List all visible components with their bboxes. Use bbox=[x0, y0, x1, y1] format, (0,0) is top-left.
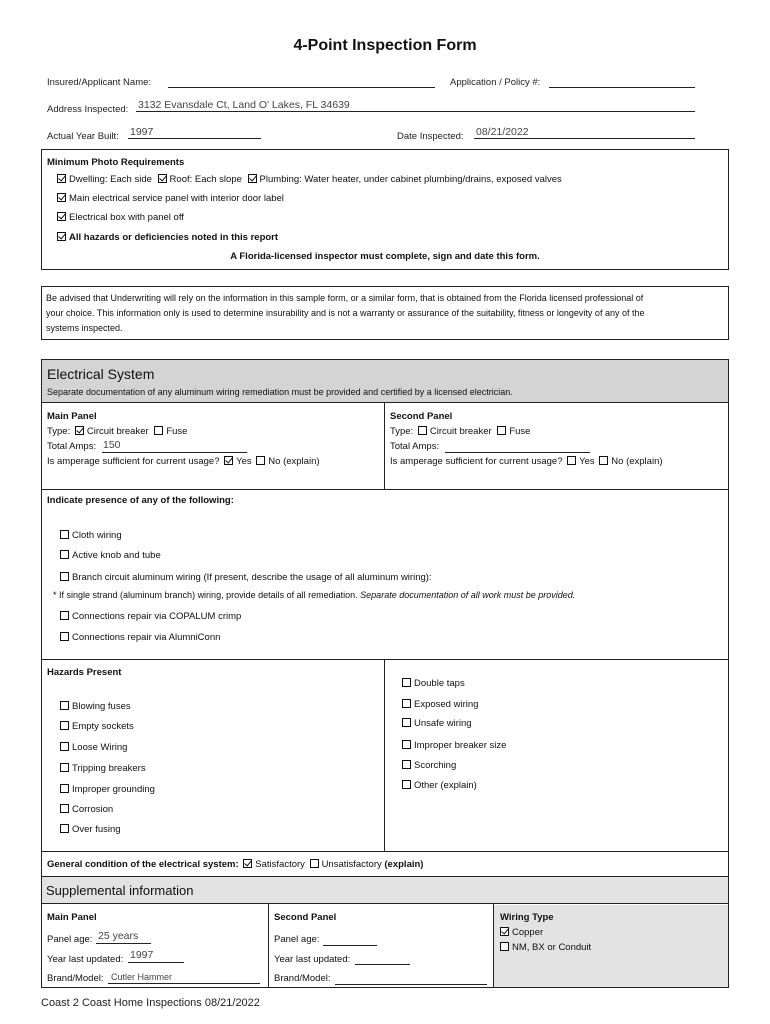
second-amps-field[interactable] bbox=[445, 440, 590, 453]
main-breaker-checkbox[interactable] bbox=[75, 426, 84, 435]
advisory-line-2: your choice. This information only is used to determine insurability and is not a warranty or assurance of the suitability, fitness or longevity of any of the bbox=[46, 308, 645, 318]
advisory-line-3: systems inspected. bbox=[46, 323, 123, 333]
supp-main-brand-field[interactable]: Cutler Hammer bbox=[108, 971, 260, 984]
hazard-checkbox[interactable] bbox=[402, 718, 411, 727]
copper-checkbox[interactable] bbox=[500, 927, 509, 936]
cloth-wiring-label: Cloth wiring bbox=[72, 530, 122, 541]
satisfactory-label: Satisfactory bbox=[255, 859, 305, 870]
form-title: 4-Point Inspection Form bbox=[293, 37, 477, 54]
hazard-tripping-breakers: Tripping breakers bbox=[72, 763, 146, 774]
second-no-label: No (explain) bbox=[611, 456, 663, 467]
copalum-checkbox[interactable] bbox=[60, 611, 69, 620]
hazards-title: Hazards Present bbox=[47, 667, 122, 678]
year-built-label: Actual Year Built: bbox=[47, 131, 119, 142]
box-photo-label: Electrical box with panel off bbox=[69, 212, 184, 223]
aluminum-wiring-checkbox[interactable] bbox=[60, 572, 69, 581]
inspector-notice: A Florida-licensed inspector must complete, sign and date this form. bbox=[230, 251, 540, 262]
supp-second-brand-field[interactable] bbox=[335, 972, 487, 985]
date-label: Date Inspected: bbox=[397, 131, 464, 142]
unsatisfactory-checkbox[interactable] bbox=[310, 859, 319, 868]
hazard-empty-sockets: Empty sockets bbox=[72, 721, 134, 732]
advisory-box bbox=[41, 286, 729, 340]
hazard-improper-grounding: Improper grounding bbox=[72, 784, 155, 795]
hazard-unsafe-wiring: Unsafe wiring bbox=[414, 718, 472, 729]
wiring-type-title: Wiring Type bbox=[500, 912, 554, 923]
main-fuse-checkbox[interactable] bbox=[154, 426, 163, 435]
hazard-checkbox[interactable] bbox=[60, 701, 69, 710]
hazard-checkbox[interactable] bbox=[60, 742, 69, 751]
main-panel-title: Main Panel bbox=[47, 411, 97, 422]
box-photo-checkbox[interactable] bbox=[57, 212, 66, 221]
address-field[interactable]: 3132 Evansdale Ct, Land O' Lakes, FL 34639 bbox=[136, 99, 695, 112]
satisfactory-checkbox[interactable] bbox=[243, 859, 252, 868]
supplemental-title: Supplemental information bbox=[46, 883, 194, 898]
main-breaker-label: Circuit breaker bbox=[86, 426, 149, 437]
hazard-improper-breaker-size: Improper breaker size bbox=[414, 740, 507, 751]
hazard-checkbox[interactable] bbox=[60, 804, 69, 813]
supplemental-header bbox=[42, 877, 728, 904]
hazard-corrosion: Corrosion bbox=[72, 804, 114, 815]
hazard-over-fusing: Over fusing bbox=[72, 824, 121, 835]
aluminum-wiring-label: Branch circuit aluminum wiring (If present, describe the usage of all aluminum wiring): bbox=[72, 572, 432, 583]
condition-label: General condition of the electrical system: bbox=[47, 859, 239, 870]
hazard-checkbox[interactable] bbox=[402, 760, 411, 769]
main-yes-label: Yes bbox=[236, 456, 252, 467]
roof-checkbox[interactable] bbox=[158, 174, 167, 183]
panel-photo-label: Main electrical service panel with interior door label bbox=[69, 193, 284, 204]
main-sufficient-no-checkbox[interactable] bbox=[256, 456, 265, 465]
supp-second-brand-label: Brand/Model: bbox=[274, 973, 331, 984]
hazard-checkbox[interactable] bbox=[60, 763, 69, 772]
hazard-checkbox[interactable] bbox=[60, 824, 69, 833]
main-amps-field[interactable]: 150 bbox=[102, 440, 247, 453]
alumiconn-checkbox[interactable] bbox=[60, 632, 69, 641]
nm-bx-label: NM, BX or Conduit bbox=[512, 942, 592, 953]
supp-second-title: Second Panel bbox=[274, 912, 337, 923]
knob-tube-label: Active knob and tube bbox=[72, 550, 161, 561]
supp-second-updated-label: Year last updated: bbox=[274, 954, 351, 965]
roof-label: Roof: Each slope bbox=[169, 174, 242, 185]
second-amps-label: Total Amps: bbox=[390, 441, 440, 452]
electrical-header bbox=[42, 360, 728, 403]
second-sufficient-label: Is amperage sufficient for current usage? bbox=[390, 456, 563, 467]
supp-second-updated-field[interactable] bbox=[355, 952, 410, 965]
second-breaker-label: Circuit breaker bbox=[429, 426, 492, 437]
nm-bx-checkbox[interactable] bbox=[500, 942, 509, 951]
dwelling-label: Dwelling: Each side bbox=[69, 174, 152, 185]
photo-requirements-box bbox=[41, 149, 729, 270]
hazard-exposed-wiring: Exposed wiring bbox=[414, 699, 479, 710]
footer-text: Coast 2 Coast Home Inspections 08/21/2022 bbox=[41, 997, 260, 1009]
hazard-loose-wiring: Loose Wiring bbox=[72, 742, 128, 753]
hazard-checkbox[interactable] bbox=[60, 784, 69, 793]
hazards-photo-label: All hazards or deficiencies noted in this report bbox=[69, 232, 279, 243]
plumbing-checkbox[interactable] bbox=[248, 174, 257, 183]
unsatisfactory-label: Unsatisfactory bbox=[321, 859, 382, 870]
hazard-checkbox[interactable] bbox=[402, 699, 411, 708]
copper-label: Copper bbox=[512, 927, 544, 938]
supp-second-age-label: Panel age: bbox=[274, 934, 320, 945]
aluminum-note: * If single strand (aluminum branch) wiring, provide details of all remediation. bbox=[53, 590, 358, 600]
second-breaker-checkbox[interactable] bbox=[418, 426, 427, 435]
second-panel-title: Second Panel bbox=[390, 411, 453, 422]
main-sufficient-label: Is amperage sufficient for current usage? bbox=[47, 456, 220, 467]
insured-field[interactable] bbox=[168, 75, 435, 88]
presence-title: Indicate presence of any of the following: bbox=[47, 495, 234, 506]
main-type-label: Type: bbox=[47, 426, 71, 437]
policy-field[interactable] bbox=[549, 75, 695, 88]
electrical-title: Electrical System bbox=[47, 366, 155, 382]
cloth-wiring-checkbox[interactable] bbox=[60, 530, 69, 539]
panel-photo-checkbox[interactable] bbox=[57, 193, 66, 202]
hazard-checkbox[interactable] bbox=[402, 740, 411, 749]
insured-label: Insured/Applicant Name: bbox=[47, 77, 152, 88]
second-fuse-checkbox[interactable] bbox=[497, 426, 506, 435]
supp-main-brand-label: Brand/Model: bbox=[47, 973, 104, 984]
hazard-other: Other (explain) bbox=[414, 780, 477, 791]
electrical-subtitle: Separate documentation of any aluminum wiring remediation must be provided and certified by a licensed electrician. bbox=[47, 387, 513, 397]
dwelling-checkbox[interactable] bbox=[57, 174, 66, 183]
advisory-line-1: Be advised that Underwriting will rely on the information in this sample form, or a similar form, that is obtained from the Florida licensed professional of bbox=[46, 293, 644, 303]
year-built-field[interactable]: 1997 bbox=[128, 126, 261, 139]
second-yes-label: Yes bbox=[579, 456, 595, 467]
explain-label: (explain) bbox=[384, 859, 424, 870]
hazard-checkbox[interactable] bbox=[402, 678, 411, 687]
supp-second-age-field[interactable] bbox=[323, 933, 377, 946]
supp-main-age-field[interactable]: 25 years bbox=[96, 931, 151, 944]
main-fuse-label: Fuse bbox=[166, 426, 188, 437]
main-amps-label: Total Amps: bbox=[47, 441, 97, 452]
supp-main-age-label: Panel age: bbox=[47, 934, 93, 945]
knob-tube-checkbox[interactable] bbox=[60, 550, 69, 559]
second-type-label: Type: bbox=[390, 426, 414, 437]
policy-label: Application / Policy #: bbox=[450, 77, 541, 88]
supp-main-updated-label: Year last updated: bbox=[47, 954, 124, 965]
hazard-scorching: Scorching bbox=[414, 760, 457, 771]
date-field[interactable]: 08/21/2022 bbox=[474, 126, 695, 139]
aluminum-note-italic: Separate documentation of all work must be provided. bbox=[360, 590, 576, 600]
hazard-blowing-fuses: Blowing fuses bbox=[72, 701, 131, 712]
supp-main-updated-field[interactable]: 1997 bbox=[128, 950, 184, 963]
main-sufficient-yes-checkbox[interactable] bbox=[224, 456, 233, 465]
copalum-label: Connections repair via COPALUM crimp bbox=[72, 611, 242, 622]
main-no-label: No (explain) bbox=[268, 456, 320, 467]
plumbing-label: Plumbing: Water heater, under cabinet plumbing/drains, exposed valves bbox=[259, 174, 562, 185]
hazard-checkbox[interactable] bbox=[402, 780, 411, 789]
second-fuse-label: Fuse bbox=[509, 426, 531, 437]
alumiconn-label: Connections repair via AlumniConn bbox=[72, 632, 221, 643]
hazard-double-taps: Double taps bbox=[414, 678, 465, 689]
hazard-checkbox[interactable] bbox=[60, 721, 69, 730]
second-sufficient-yes-checkbox[interactable] bbox=[567, 456, 576, 465]
supp-main-title: Main Panel bbox=[47, 912, 97, 923]
photo-req-title: Minimum Photo Requirements bbox=[47, 157, 185, 168]
second-sufficient-no-checkbox[interactable] bbox=[599, 456, 608, 465]
address-label: Address Inspected: bbox=[47, 104, 129, 115]
hazards-photo-checkbox[interactable] bbox=[57, 232, 66, 241]
